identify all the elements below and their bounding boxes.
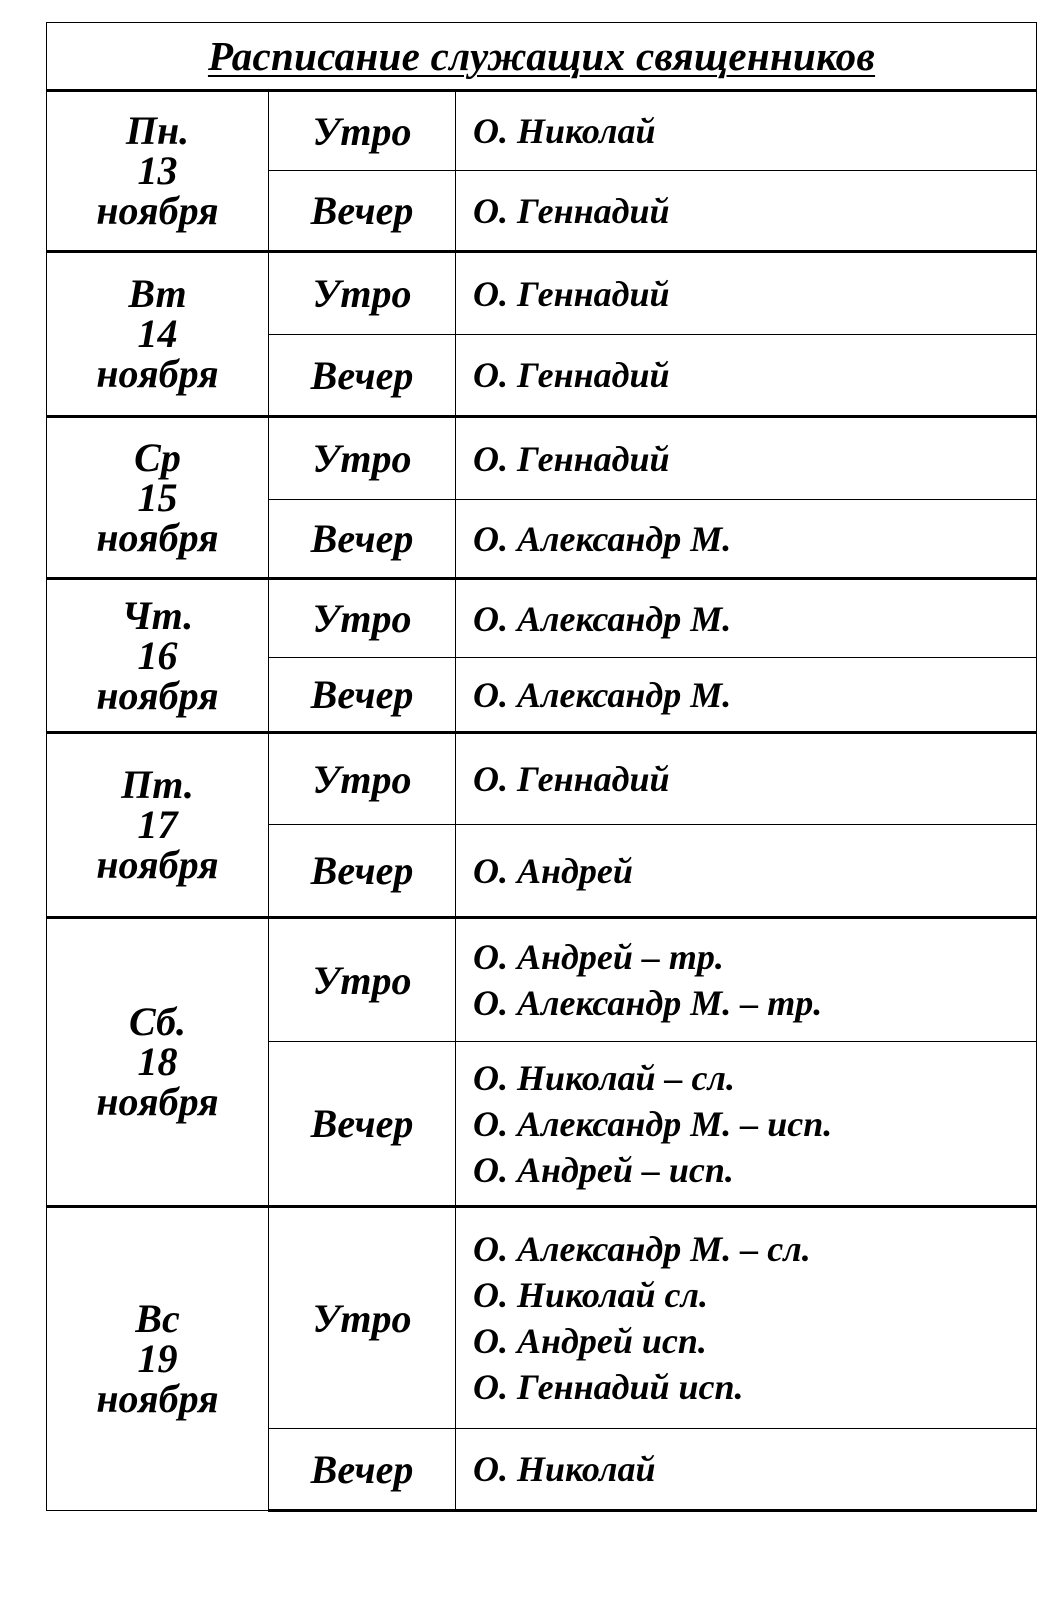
priest-cell bbox=[456, 1207, 1037, 1429]
day-month: ноября bbox=[96, 1079, 219, 1124]
priest-cell bbox=[456, 252, 1037, 335]
day-weekday: Вт bbox=[128, 271, 187, 316]
priest-cell bbox=[456, 91, 1037, 171]
priest-name: О. Александр М. – тр. bbox=[473, 983, 823, 1023]
title-row bbox=[47, 23, 1037, 91]
day-cell bbox=[47, 918, 269, 1207]
priest-name: О. Николай сл. bbox=[473, 1275, 708, 1315]
title-cell bbox=[47, 23, 1037, 91]
priest-cell bbox=[456, 825, 1037, 918]
service-part: Вечер bbox=[269, 825, 456, 918]
day-date: 18 bbox=[137, 1039, 178, 1084]
priest-name: О. Николай bbox=[473, 1449, 656, 1489]
service-part: Вечер bbox=[269, 1429, 456, 1511]
service-part: Утро bbox=[269, 1207, 456, 1429]
service-part: Вечер bbox=[269, 658, 456, 733]
service-part: Вечер bbox=[269, 335, 456, 417]
service-row bbox=[47, 733, 1037, 825]
service-part: Утро bbox=[269, 579, 456, 658]
day-month: ноября bbox=[96, 351, 219, 396]
service-part: Утро bbox=[269, 733, 456, 825]
priest-cell bbox=[456, 918, 1037, 1042]
service-part: Утро bbox=[269, 91, 456, 171]
service-part: Утро bbox=[269, 417, 456, 500]
day-weekday: Пт. bbox=[121, 762, 194, 807]
day-month: ноября bbox=[96, 1376, 219, 1421]
priest-cell bbox=[456, 500, 1037, 579]
priest-name: О. Николай – сл. bbox=[473, 1057, 735, 1098]
priest-name: О. Александр М. bbox=[473, 674, 732, 715]
day-date: 16 bbox=[137, 632, 178, 678]
day-date: 17 bbox=[137, 802, 178, 847]
service-row bbox=[47, 579, 1037, 658]
day-cell bbox=[47, 252, 269, 417]
service-part: Утро bbox=[269, 252, 456, 335]
priest-name: О. Геннадий bbox=[473, 273, 670, 314]
day-cell bbox=[47, 733, 269, 918]
priest-cell bbox=[456, 335, 1037, 417]
priest-name: О. Николай bbox=[473, 111, 656, 151]
priest-name: О. Геннадий bbox=[473, 759, 670, 799]
priest-cell bbox=[456, 1429, 1037, 1511]
day-weekday: Чт. bbox=[121, 592, 194, 638]
day-date: 13 bbox=[137, 148, 178, 193]
service-part: Вечер bbox=[269, 1042, 456, 1207]
day-date: 15 bbox=[137, 474, 178, 520]
day-date: 14 bbox=[137, 311, 178, 356]
service-row bbox=[47, 91, 1037, 171]
priest-name: О. Геннадий исп. bbox=[473, 1367, 744, 1407]
priest-name: О. Андрей – тр. bbox=[473, 937, 724, 977]
day-cell bbox=[47, 91, 269, 252]
priest-cell bbox=[456, 417, 1037, 500]
service-row bbox=[47, 918, 1037, 1042]
day-weekday: Сб. bbox=[129, 999, 186, 1044]
day-cell bbox=[47, 1207, 269, 1511]
priest-name: О. Александр М. – сл. bbox=[473, 1229, 811, 1269]
priest-name: О. Александр М. bbox=[473, 598, 732, 639]
service-row bbox=[47, 252, 1037, 335]
day-date: 19 bbox=[137, 1336, 178, 1381]
schedule-title: Расписание служащих священников bbox=[207, 33, 876, 79]
day-month: ноября bbox=[96, 842, 219, 887]
priest-cell bbox=[456, 579, 1037, 658]
priest-name: О. Андрей – исп. bbox=[473, 1149, 734, 1190]
service-part: Вечер bbox=[269, 171, 456, 252]
priest-cell bbox=[456, 658, 1037, 733]
day-cell bbox=[47, 417, 269, 579]
service-part: Утро bbox=[269, 918, 456, 1042]
day-weekday: Вс bbox=[135, 1296, 180, 1341]
service-row bbox=[47, 1207, 1037, 1429]
priest-name: О. Александр М. bbox=[473, 518, 732, 559]
priest-name: О. Александр М. – исп. bbox=[473, 1103, 833, 1144]
day-weekday: Пн. bbox=[125, 108, 190, 153]
priest-name: О. Геннадий bbox=[473, 190, 670, 231]
day-month: ноября bbox=[96, 514, 219, 560]
service-part: Вечер bbox=[269, 500, 456, 579]
day-cell bbox=[47, 579, 269, 733]
priest-cell bbox=[456, 1042, 1037, 1207]
service-row bbox=[47, 417, 1037, 500]
priest-name: О. Геннадий bbox=[473, 438, 670, 479]
day-month: ноября bbox=[96, 672, 219, 718]
priest-name: О. Андрей исп. bbox=[473, 1321, 707, 1361]
priest-name: О. Андрей bbox=[473, 850, 633, 891]
day-weekday: Ср bbox=[134, 434, 181, 480]
schedule-table bbox=[46, 22, 1037, 1512]
day-month: ноября bbox=[96, 188, 219, 233]
priest-cell bbox=[456, 171, 1037, 252]
priest-name: О. Геннадий bbox=[473, 355, 670, 395]
priest-cell bbox=[456, 733, 1037, 825]
